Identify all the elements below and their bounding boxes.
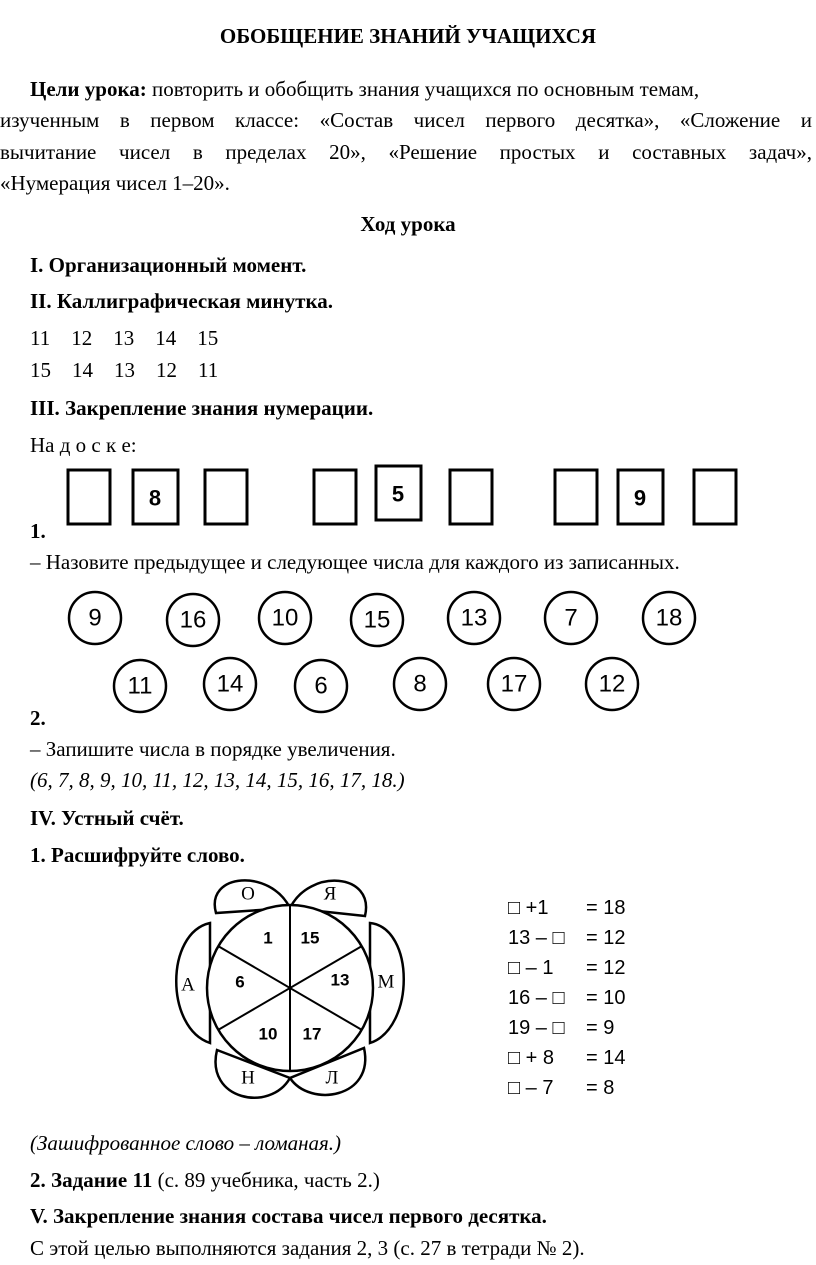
goals-line-3: [0, 137, 812, 168]
task-11-label: 2. Задание 11: [30, 1168, 153, 1192]
calligraphy-number: 15: [30, 358, 51, 382]
task-11-line: [30, 1165, 380, 1196]
empty-square: [205, 470, 247, 524]
equation: 13 – □ = 12: [508, 927, 626, 949]
circle-number: 14: [216, 670, 244, 698]
equations-list: [508, 893, 625, 1103]
final-text: С этой целью выполняются задания 2, 3 (с. 27 в тетради № 2).: [30, 1236, 585, 1260]
lesson-heading: Ход урока: [360, 212, 456, 236]
goals-line-2: [0, 105, 812, 136]
petal-letter: Я: [323, 883, 337, 905]
empty-square: [555, 470, 597, 524]
petal-letter: Л: [325, 1067, 339, 1089]
square-number: 5: [391, 481, 405, 507]
sector-number: 6: [235, 972, 245, 992]
circle-number: 9: [88, 604, 102, 632]
circle-number: 18: [655, 604, 683, 632]
calligraphy-number: 11: [198, 358, 219, 382]
goals-line-4: «Нумерация чисел 1–20».: [0, 171, 230, 195]
task-1-number: 1.: [30, 519, 46, 543]
calligraphy-number: 13: [113, 326, 135, 350]
sector-number: 13: [330, 970, 350, 990]
section-4-heading: IV. Устный счёт.: [30, 806, 184, 830]
decode-heading: 1. Расшифруйте слово.: [30, 843, 245, 867]
task-2-answer: (6, 7, 8, 9, 10, 11, 12, 13, 14, 15, 16, 17, 18.): [30, 768, 405, 792]
circle-number: 10: [271, 604, 299, 632]
calligraphy-number: 15: [197, 326, 219, 350]
circle-number: 7: [564, 604, 578, 632]
circle-number: 12: [598, 670, 626, 698]
task-1-instruction: – Назовите предыдущее и следующее числа для каждого из записанных.: [30, 550, 680, 574]
circles-row-2: [114, 658, 638, 712]
circle-number: 11: [127, 672, 153, 700]
empty-square: [314, 470, 356, 524]
section-2-heading: II. Каллиграфическая минутка.: [30, 289, 333, 313]
goals-text-3: вычитание чисел в пределах 20», «Решение простых и составных задач»,: [0, 140, 812, 164]
petal-letter: О: [241, 883, 255, 905]
flower-cipher-diagram: [160, 868, 420, 1130]
circle-number: 17: [500, 670, 528, 698]
sector-number: 1: [263, 928, 273, 948]
calligraphy-number: 11: [30, 326, 51, 350]
sector-number: 15: [300, 928, 320, 948]
calligraphy-row-2: [30, 355, 218, 386]
calligraphy-number: 12: [156, 358, 177, 382]
goals-label: Цели урока:: [30, 77, 147, 101]
task-2-number: 2.: [30, 706, 46, 730]
number-squares: [0, 460, 816, 530]
board-label: На д о с к е:: [30, 433, 137, 457]
page-title: ОБОБЩЕНИЕ ЗНАНИЙ УЧАЩИХСЯ: [219, 24, 597, 48]
section-5-heading: V. Закрепление знания состава чисел первого десятка.: [30, 1204, 547, 1228]
equation: 16 – □ = 10: [508, 987, 626, 1009]
circle-number: 13: [460, 604, 488, 632]
calligraphy-number: 12: [71, 326, 93, 350]
task-2-instruction: – Запишите числа в порядке увеличения.: [30, 737, 396, 761]
petal-letter: М: [377, 971, 395, 993]
section-3-heading: III. Закрепление знания нумерации.: [30, 396, 374, 420]
equation: □ – 1 = 12: [508, 957, 626, 979]
goals-text-1: повторить и обобщить знания учащихся по основным темам,: [152, 77, 700, 101]
square-number: 8: [148, 485, 162, 511]
sector-number: 10: [258, 1024, 278, 1044]
calligraphy-row-1: [30, 323, 218, 354]
equation: □ + 8 = 14: [508, 1047, 626, 1069]
circles-row-1: [69, 592, 695, 646]
goals-text-2: изученным в первом классе: «Состав чисел первого десятка», «Сложение и: [0, 108, 812, 132]
empty-square: [694, 470, 736, 524]
circle-number: 15: [363, 606, 391, 634]
task-11-text: (с. 89 учебника, часть 2.): [152, 1168, 380, 1192]
equation: □ – 7 = 8: [508, 1077, 615, 1099]
petal-letter: А: [181, 974, 195, 996]
goals-line-1: [30, 74, 699, 105]
equation: □ +1 = 18: [508, 897, 626, 919]
calligraphy-number: 13: [114, 358, 135, 382]
square-number: 9: [633, 485, 647, 511]
calligraphy-number: 14: [155, 326, 177, 350]
decode-answer: (Зашифрованное слово – ломаная.): [30, 1131, 342, 1155]
calligraphy-number: 14: [72, 358, 93, 382]
section-1-heading: I. Организационный момент.: [30, 253, 307, 277]
empty-square: [450, 470, 492, 524]
petal-letter: Н: [241, 1067, 255, 1089]
sector-number: 17: [302, 1024, 322, 1044]
equation: 19 – □ = 9: [508, 1017, 615, 1039]
circle-number: 16: [179, 606, 207, 634]
empty-square: [68, 470, 110, 524]
number-circles: [0, 588, 816, 718]
circle-number: 6: [314, 672, 328, 700]
circle-number: 8: [413, 670, 427, 698]
